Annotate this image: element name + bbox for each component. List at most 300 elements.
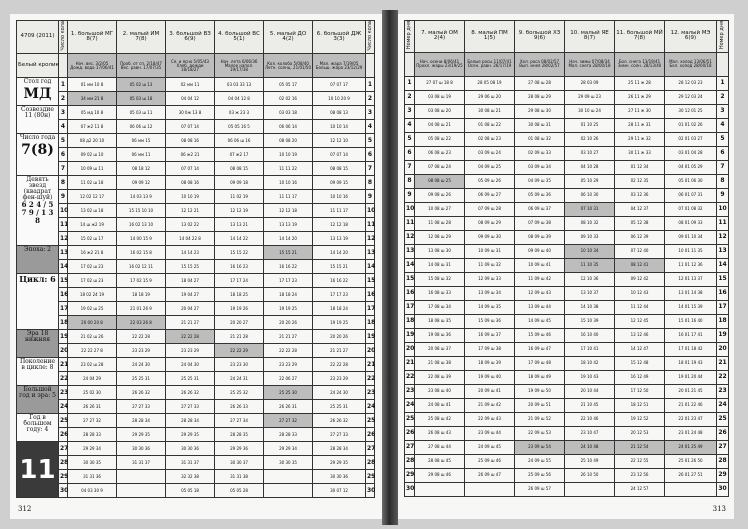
table-row <box>17 218 375 232</box>
day-number: 4 <box>59 120 68 134</box>
day-number: 24 <box>405 398 415 412</box>
day-number: 8 <box>405 174 415 188</box>
day-cell: 09 02 ш 10 <box>68 148 117 162</box>
day-number: 29 <box>405 468 415 482</box>
table-row <box>17 484 375 498</box>
day-number-right: 30 <box>366 484 375 498</box>
day-number: 30 <box>405 482 415 496</box>
day-cell: 22 22 28 <box>117 330 166 344</box>
day-cell: 15 12 48 <box>615 356 665 370</box>
month-title: 7. малый ОМ 2(4) <box>415 21 465 53</box>
day-cell: 13 09 ш 34 <box>465 286 515 300</box>
day-cell: 17 09 ш 38 <box>465 342 515 356</box>
day-cell: 10 09 ш 11 <box>68 162 117 176</box>
day-cell: 02 мм 11 <box>166 78 215 92</box>
day-cell: 04 04 12 8 <box>215 92 264 106</box>
day-number-right: 14 <box>366 260 375 274</box>
month-title: 4. большой ВС 5(1) <box>215 21 264 54</box>
day-number: 9 <box>59 190 68 204</box>
day-cell: 14 04 22 8 <box>166 232 215 246</box>
day-cell: 21 10 45 <box>565 398 615 412</box>
day-number-right: 23 <box>366 386 375 400</box>
day-number-right: 18 <box>717 314 729 328</box>
day-cell: 06 10 30 <box>565 188 615 202</box>
day-number: 3 <box>405 104 415 118</box>
day-number-right: 28 <box>366 456 375 470</box>
day-cell: 07 10 31 <box>565 202 615 216</box>
day-cell: 21 02 ш 26 <box>68 330 117 344</box>
day-cell: 15 15 21 <box>313 260 366 274</box>
day-cell: 18 04 27 <box>166 274 215 288</box>
day-number: 25 <box>405 412 415 426</box>
right-page <box>398 14 734 519</box>
day-cell: 30 12 01 25 <box>665 104 717 118</box>
table-row <box>17 414 375 428</box>
table-row <box>17 148 375 162</box>
day-cell: 22 22 28 <box>166 330 215 344</box>
day-cell: 05 01 06 30 <box>665 174 717 188</box>
day-cell: 31 31 36 <box>68 470 117 484</box>
day-number: 20 <box>405 342 415 356</box>
day-cell: 17 09 ш 48 <box>515 356 565 370</box>
day-cell: 18 09 ш 39 <box>465 356 515 370</box>
day-number: 5 <box>405 132 415 146</box>
day-cell: 28 28 34 <box>117 414 166 428</box>
day-cell: 06 мм 11 <box>117 148 166 162</box>
day-cell: 31 31 37 <box>117 456 166 470</box>
day-cell: 09 12 42 <box>615 272 665 286</box>
month-title: 1. большой МГ 8(7) <box>68 21 117 54</box>
day-cell: 18 10 42 <box>565 356 615 370</box>
day-cell: 11 11 17 <box>313 204 366 218</box>
day-number-right: 20 <box>366 344 375 358</box>
day-cell: 17 02 15 9 <box>117 274 166 288</box>
day-cell: 11 02 ш 18 <box>68 176 117 190</box>
day-cell: 25 25 31 <box>117 372 166 386</box>
day-cell: 01 мм 10 8 <box>68 78 117 92</box>
day-cell: 02 08 ш 23 <box>465 132 515 146</box>
day-cell: 16 ж2 21 8 <box>68 246 117 260</box>
day-cell: 04 08 ш 21 <box>415 118 465 132</box>
day-cell: 05 03 ш 11 <box>117 106 166 120</box>
day-cell: 22 01 23 47 <box>665 412 717 426</box>
day-cell: 18 18 19 <box>117 288 166 302</box>
table-row <box>405 188 729 202</box>
day-cell: 11 02 19 <box>215 190 264 204</box>
month-title: 9. большой ХЗ 9(6) <box>515 21 565 53</box>
day-cell: 17 12 50 <box>615 384 665 398</box>
day-cell: 23 02 ш 28 <box>68 358 117 372</box>
day-cell: 06 01 07 31 <box>665 188 717 202</box>
day-number: 2 <box>59 92 68 106</box>
day-cell: 24 09 ш 55 <box>515 454 565 468</box>
day-cell: 27 27 33 <box>313 428 366 442</box>
day-cell: 05 05 16 5 <box>215 120 264 134</box>
day-cell: 17 01 18 42 <box>665 342 717 356</box>
table-row <box>405 104 729 118</box>
day-cell: 04 10 28 <box>565 160 615 174</box>
day-cell: 12 10 36 <box>565 272 615 286</box>
table-row <box>17 92 375 106</box>
day-number: 6 <box>59 148 68 162</box>
day-cell: 07 07 17 <box>313 78 366 92</box>
day-number: 23 <box>405 384 415 398</box>
day-cell: 14 14 20 <box>264 232 313 246</box>
side-epoch: Эпоха: 2 <box>17 246 59 274</box>
table-row <box>17 330 375 344</box>
day-cell: 19 19 26 <box>215 302 264 316</box>
day-cell: 10 10 19 <box>166 190 215 204</box>
day-cell: 30 30 35 <box>68 456 117 470</box>
day-cell: 11 09 ш 32 <box>465 258 515 272</box>
day-cell: 06 08 ш 23 <box>415 146 465 160</box>
day-number: 18 <box>59 316 68 330</box>
day-cell: 21 09 ш 52 <box>515 412 565 426</box>
day-number-right: 25 <box>366 414 375 428</box>
day-cell: 26 09 ш 57 <box>515 482 565 496</box>
day-cell: 09 09 ш 40 <box>515 244 565 258</box>
day-number: 19 <box>405 328 415 342</box>
day-cell: 17 17 23 <box>264 274 313 288</box>
day-cell: 08 08 16 <box>166 176 215 190</box>
day-cell: 21 08 ш 38 <box>415 356 465 370</box>
day-number-right: 16 <box>717 286 729 300</box>
table-row <box>17 470 375 484</box>
day-cell: 03 03 33 13 <box>215 78 264 92</box>
day-number-right: 18 <box>366 316 375 330</box>
day-cell: 27 07 ш 18 8 <box>415 76 465 90</box>
day-number: 13 <box>59 246 68 260</box>
day-number-right: 29 <box>717 468 729 482</box>
day-cell: 12 12 18 <box>264 204 313 218</box>
day-cell: 10 01 11 35 <box>665 244 717 258</box>
day-cell: 22 03 26 8 <box>117 316 166 330</box>
day-cell: 10 12 43 <box>615 286 665 300</box>
day-cell: 24 04 29 <box>68 372 117 386</box>
day-number-right: 27 <box>717 440 729 454</box>
month-title: 8. малый ПМ 1(5) <box>465 21 515 53</box>
day-cell: 21 21 27 <box>166 316 215 330</box>
day-cell: 10 08 ш 27 <box>415 202 465 216</box>
day-number-right: 15 <box>717 272 729 286</box>
day-cell: 20 08 ш 37 <box>415 342 465 356</box>
page-number: 312 <box>18 505 32 513</box>
day-number-right: 29 <box>366 470 375 484</box>
day-cell: 08 08 20 <box>264 134 313 148</box>
table-row <box>405 202 729 216</box>
day-cell: 06 мм 15 <box>117 134 166 148</box>
day-number-right: 4 <box>366 120 375 134</box>
day-cell: 28 28 33 <box>68 428 117 442</box>
day-number-right: 2 <box>717 90 729 104</box>
day-cell: 01 10 25 <box>565 118 615 132</box>
day-number-right: 17 <box>366 302 375 316</box>
day-cell: 17 10 41 <box>565 342 615 356</box>
day-cell: 03 08 ш 19 <box>415 90 465 104</box>
day-number: 2 <box>405 90 415 104</box>
day-cell <box>565 482 615 496</box>
day-cell: 25 09 ш 56 <box>515 468 565 482</box>
day-cell: 30 30 36 <box>166 442 215 456</box>
day-number: 16 <box>405 286 415 300</box>
day-number-right: 7 <box>717 160 729 174</box>
day-cell: 13 13 19 <box>313 232 366 246</box>
day-cell: 29 08 ш 46 <box>415 468 465 482</box>
day-cell <box>465 482 515 496</box>
day-number: 16 <box>59 288 68 302</box>
year-header: 4709 (2011) <box>17 21 59 54</box>
day-cell <box>264 470 313 484</box>
day-cell: 05 05 18 <box>166 484 215 498</box>
day-number-right: 1 <box>366 78 375 92</box>
month-title: 12. малый МЭ 6(9) <box>665 21 717 53</box>
table-row <box>405 300 729 314</box>
table-row <box>17 106 375 120</box>
day-number: 7 <box>59 162 68 176</box>
day-number: 28 <box>59 456 68 470</box>
day-cell: 13 12 46 <box>615 328 665 342</box>
day-cell: 26 26 32 <box>117 386 166 400</box>
day-number-right: 5 <box>366 134 375 148</box>
month-info: Нач. лета 6/06/36 Малое напол. 19/17/38 <box>215 54 264 78</box>
day-cell: 31 31 38 <box>215 470 264 484</box>
month-title: 11. большой МЙ 7(8) <box>615 21 665 53</box>
day-cell: 10 10 16 <box>264 176 313 190</box>
day-number-right: 22 <box>366 372 375 386</box>
day-cell: 11 11 22 <box>264 162 313 176</box>
day-cell: 25 08 ш 42 <box>415 412 465 426</box>
day-cell: 08 12 41 <box>615 258 665 272</box>
day-cell: 27 11 ж 30 <box>615 104 665 118</box>
day-cell: 26 26 33 <box>215 400 264 414</box>
day-cell: 22 22 27 8 <box>68 344 117 358</box>
day-cell: 14 08 ш 31 <box>415 258 465 272</box>
day-cell: 19 01 20 44 <box>665 370 717 384</box>
day-cell: 08 08 16 <box>166 134 215 148</box>
left-calendar-table <box>16 20 375 498</box>
table-row <box>405 230 729 244</box>
day-cell: 04 01 05 29 <box>665 160 717 174</box>
day-cell: 15 15 10 10 <box>117 204 166 218</box>
day-number-right: 12 <box>366 232 375 246</box>
table-row <box>17 358 375 372</box>
day-cell: 08 10 32 <box>565 216 615 230</box>
day-number: 9 <box>405 188 415 202</box>
day-cell: 09 09 12 <box>117 176 166 190</box>
day-cell: 14 10 38 <box>565 300 615 314</box>
day-number-right: 19 <box>366 330 375 344</box>
left-page <box>10 14 382 519</box>
day-cell: 12 12 21 <box>166 204 215 218</box>
day-cell: 08 08 15 <box>313 162 366 176</box>
day-number: 30 <box>59 484 68 498</box>
day-cell: 29 29 35 <box>117 428 166 442</box>
day-cell: 16 12 49 <box>615 370 665 384</box>
day-number: 12 <box>59 232 68 246</box>
day-cell: 10 10 16 <box>313 190 366 204</box>
day-cell: 23 08 ш 40 <box>415 384 465 398</box>
day-cell: 15 15 25 <box>166 260 215 274</box>
day-number: 11 <box>405 216 415 230</box>
day-cell: 23 23 30 <box>215 358 264 372</box>
day-cell: 19 09 ш 40 <box>465 370 515 384</box>
day-cell: 15 09 ш 36 <box>465 314 515 328</box>
day-cell: 20 10 44 <box>565 384 615 398</box>
day-number: 26 <box>405 426 415 440</box>
day-cell: 05 12 38 <box>615 216 665 230</box>
day-cell <box>117 484 166 498</box>
day-number: 27 <box>59 442 68 456</box>
side-generation: Поколение в цикле: 8 <box>17 358 59 386</box>
day-number-right: 12 <box>717 230 729 244</box>
month-info: Мал. жара 7/19/05 Больш. жара 23/12/29 <box>313 54 366 78</box>
day-cell: 05 09 ш 36 <box>515 188 565 202</box>
blank-cell <box>405 52 415 76</box>
day-cell: 14 14 22 <box>215 232 264 246</box>
day-cell: 02 02 16 <box>264 92 313 106</box>
table-row <box>17 162 375 176</box>
table-row <box>405 426 729 440</box>
day-number-right: 5 <box>717 132 729 146</box>
day-cell: 30 30 35 <box>264 456 313 470</box>
blank-cell <box>59 54 68 78</box>
day-number: 27 <box>405 440 415 454</box>
day-cell: 21 12 54 <box>615 440 665 454</box>
day-cell: 16 09 ш 47 <box>515 342 565 356</box>
day-cell <box>415 482 465 496</box>
day-cell: 30 30 37 <box>215 456 264 470</box>
day-number-right: 10 <box>717 202 729 216</box>
day-cell: 05 03 ш 18 <box>117 92 166 106</box>
day-cell: 16 02 13 10 <box>117 218 166 232</box>
day-number: 17 <box>405 300 415 314</box>
day-cell: 23 10 47 <box>565 426 615 440</box>
day-cell: 07 07 14 <box>166 120 215 134</box>
day-cell: 01 12 34 <box>615 160 665 174</box>
day-cell: 03 09 ш 24 <box>465 146 515 160</box>
day-number-right: 3 <box>717 104 729 118</box>
day-cell: 29 11 ж 32 <box>615 132 665 146</box>
day-cell: 29 29 35 <box>313 456 366 470</box>
day-cell: 08 д2 20 10 <box>68 134 117 148</box>
day-cell: 15 10 39 <box>565 314 615 328</box>
day-number: 11 <box>59 218 68 232</box>
side-year: Стол год МД <box>17 78 59 106</box>
day-cell: 25 25 31 <box>166 372 215 386</box>
month-title: 5. малый ДО 4(2) <box>264 21 313 54</box>
month-title: 10. малый ЯЕ 8(7) <box>565 21 615 53</box>
day-number: 29 <box>59 470 68 484</box>
day-cell: 11 11 17 <box>264 190 313 204</box>
day-cell: 28 12 03 23 <box>665 76 717 90</box>
day-cell: 26 26 31 <box>264 400 313 414</box>
table-row <box>405 286 729 300</box>
day-number: 15 <box>405 272 415 286</box>
day-cell: 23 01 24 48 <box>665 426 717 440</box>
day-cell: 10 10 14 <box>313 120 366 134</box>
table-row <box>405 146 729 160</box>
table-row <box>405 132 729 146</box>
day-cell: 12 12 19 <box>215 204 264 218</box>
day-cell: 14 01 15 39 <box>665 300 717 314</box>
day-cell: 05 10 29 <box>565 174 615 188</box>
day-cell: 04 12 37 <box>615 202 665 216</box>
day-number: 1 <box>59 78 68 92</box>
day-number: 21 <box>405 356 415 370</box>
day-cell: 28 28 33 <box>264 428 313 442</box>
day-cell: 07 ж2 11 8 <box>68 120 117 134</box>
day-number-right: 11 <box>366 218 375 232</box>
table-row <box>17 428 375 442</box>
day-cell: 03 09 ш 34 <box>515 160 565 174</box>
side-cycle: Цикл: 6 <box>17 274 59 330</box>
day-cell: 10 10 19 <box>264 148 313 162</box>
day-number-right: 7 <box>366 162 375 176</box>
day-number: 28 <box>405 454 415 468</box>
day-cell: 25 25 30 <box>264 386 313 400</box>
table-row <box>17 288 375 302</box>
day-number: 19 <box>59 330 68 344</box>
month-info: Хол. роса 08/02/57 Вып. инея 28/02/57 <box>515 52 565 76</box>
day-cell: 04 04 12 <box>166 92 215 106</box>
day-cell: 34 мм 21 8 <box>68 92 117 106</box>
day-number-right: 6 <box>366 148 375 162</box>
table-row <box>405 356 729 370</box>
table-row <box>405 328 729 342</box>
day-cell: 09 08 ш 26 <box>415 188 465 202</box>
day-cell: 24 09 ш 45 <box>465 440 515 454</box>
table-row <box>405 412 729 426</box>
table-row <box>405 216 729 230</box>
day-number-right: 9 <box>366 190 375 204</box>
day-number-right: 1 <box>717 76 729 90</box>
day-cell: 16 09 ш 37 <box>465 328 515 342</box>
day-cell: 28 03 09 <box>565 76 615 90</box>
day-cell: 14 09 ш 45 <box>515 314 565 328</box>
day-cell: 29 29 34 <box>264 442 313 456</box>
day-cell: 29 06 ш 20 <box>465 90 515 104</box>
day-cell: 21 01 26 9 <box>117 302 166 316</box>
day-cell: 31 31 37 <box>166 456 215 470</box>
day-cell: 07 07 14 <box>313 148 366 162</box>
table-row <box>405 160 729 174</box>
day-number: 15 <box>59 274 68 288</box>
day-cell: 28 28 34 <box>313 442 366 456</box>
day-cell: 19 04 27 <box>166 288 215 302</box>
day-cell: 16 16 22 <box>264 260 313 274</box>
day-cell: 17 17 23 <box>313 288 366 302</box>
day-cell: 05 мд 10 8 <box>68 106 117 120</box>
day-cell: 16 02 12 11 <box>117 260 166 274</box>
day-cell: 22 22 28 <box>313 358 366 372</box>
day-number-right: 21 <box>717 356 729 370</box>
day-cell: 27 08 ш 28 <box>515 76 565 90</box>
day-cell: 12 08 ш 29 <box>415 230 465 244</box>
day-cell: 17 08 ш 34 <box>415 300 465 314</box>
day-cell: 16 16 23 <box>215 260 264 274</box>
day-cell: 19 08 ш 36 <box>415 328 465 342</box>
day-number-right: 13 <box>366 246 375 260</box>
day-cell: 28 11 ж 31 <box>615 118 665 132</box>
month-info: Нач. осени 8/06/41 Прохл. жары 23/19/25 <box>415 52 465 76</box>
day-cell: 01 01 02 26 <box>665 118 717 132</box>
day-cell: 26 10 50 <box>565 468 615 482</box>
day-cell: 08 09 ш 29 <box>465 216 515 230</box>
day-number-right: 21 <box>366 358 375 372</box>
day-cell: 14 14 20 <box>313 246 366 260</box>
day-number: 21 <box>59 358 68 372</box>
day-number: 12 <box>405 230 415 244</box>
